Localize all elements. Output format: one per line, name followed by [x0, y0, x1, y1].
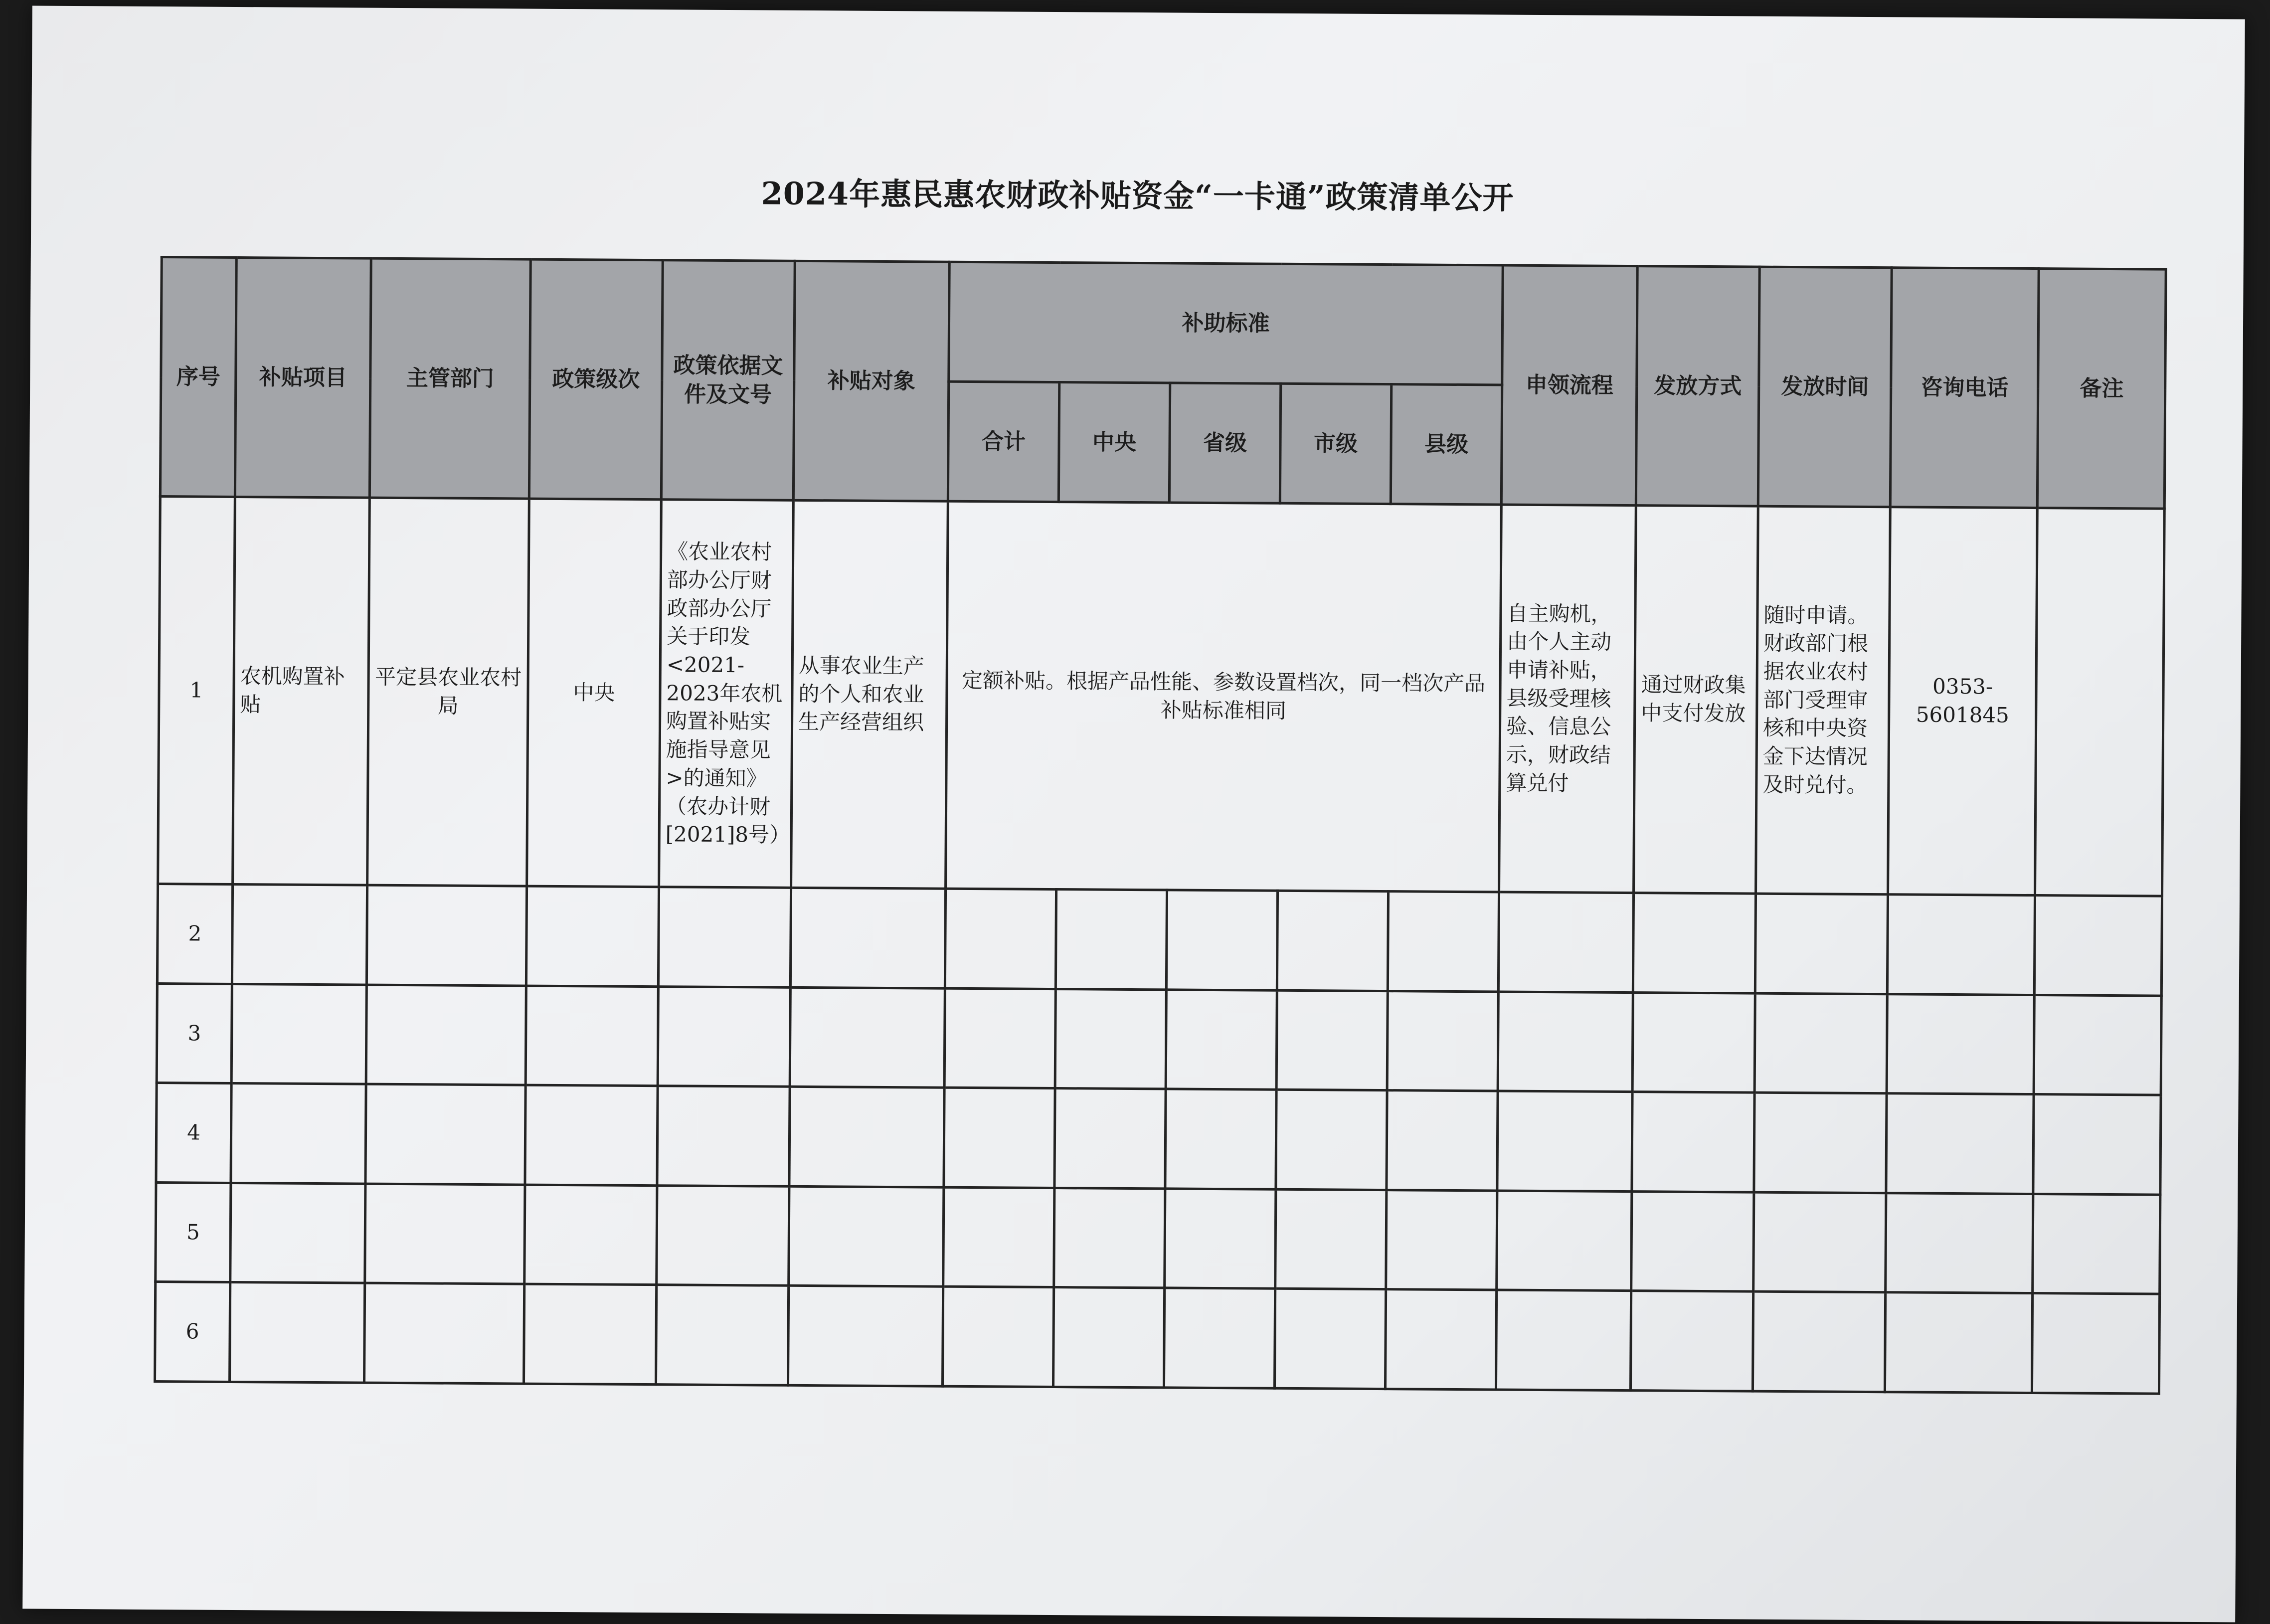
header-method: 发放方式: [1636, 266, 1759, 506]
header-basis: 政策依据文件及文号: [661, 260, 795, 501]
table-row: [156, 1182, 2160, 1294]
header-target: 补贴对象: [793, 261, 949, 501]
header-std-county: 县级: [1391, 384, 1502, 505]
table-row: [155, 1282, 2160, 1394]
header-dept: 主管部门: [369, 258, 530, 499]
header-std-city: 市级: [1280, 383, 1391, 504]
header-seq: 序号: [160, 257, 236, 497]
header-process: 申领流程: [1501, 265, 1637, 506]
cell-time: 随时申请。财政部门根据农业农村部门受理审核和中央资金下达情况及时兑付。: [1756, 506, 1891, 895]
table-row: [157, 884, 2162, 996]
paper-sheet: [22, 5, 2245, 1622]
table-row: [157, 983, 2161, 1095]
header-time: 发放时间: [1758, 267, 1892, 507]
header-std-province: 省级: [1169, 383, 1280, 503]
document-title: 2024年惠民惠农财政补贴资金“一卡通”政策清单公开: [761, 175, 1514, 216]
cell-method: 通过财政集中支付发放: [1634, 506, 1758, 894]
cell-phone: 0353-5601845: [1888, 507, 2038, 896]
cell-basis: 《农业农村部办公厅财政部办公厅关于印发<2021-2023年农机购置补贴实施指导意见>的通知》（农办计财[2021]8号）: [659, 500, 794, 888]
table-row: [156, 1083, 2161, 1195]
cell-seq: 1: [158, 497, 235, 885]
cell-dept: 平定县农业农村局: [367, 498, 529, 886]
header-level: 政策级次: [529, 259, 663, 500]
cell-seq: 2: [157, 884, 232, 984]
table-row: [158, 497, 2165, 897]
header-row: [161, 257, 2166, 389]
cell-standard: 定额补贴。根据产品性能、参数设置档次，同一档次产品补贴标准相同: [946, 501, 1502, 892]
header-std-central: 中央: [1058, 382, 1170, 503]
header-item: 补贴项目: [235, 257, 371, 498]
cell-seq: 5: [156, 1182, 231, 1282]
header-phone: 咨询电话: [1890, 268, 2039, 508]
cell-target: 从事农业生产的个人和农业生产经营组织: [791, 500, 948, 889]
header-remark: 备注: [2037, 269, 2166, 509]
cell-process: 自主购机，由个人主动申请补贴，县级受理核验、信息公示，财政结算兑付: [1499, 505, 1636, 893]
cell-remark: [2035, 508, 2165, 897]
cell-item: 农机购置补贴: [233, 497, 370, 885]
cell-seq: 3: [157, 983, 232, 1083]
header-std-total: 合计: [948, 381, 1059, 502]
cell-seq: 4: [156, 1083, 231, 1183]
policy-table: [154, 256, 2167, 1395]
header-standard: 补助标准: [949, 262, 1503, 385]
cell-level: 中央: [527, 499, 662, 887]
cell-seq: 6: [155, 1282, 230, 1382]
